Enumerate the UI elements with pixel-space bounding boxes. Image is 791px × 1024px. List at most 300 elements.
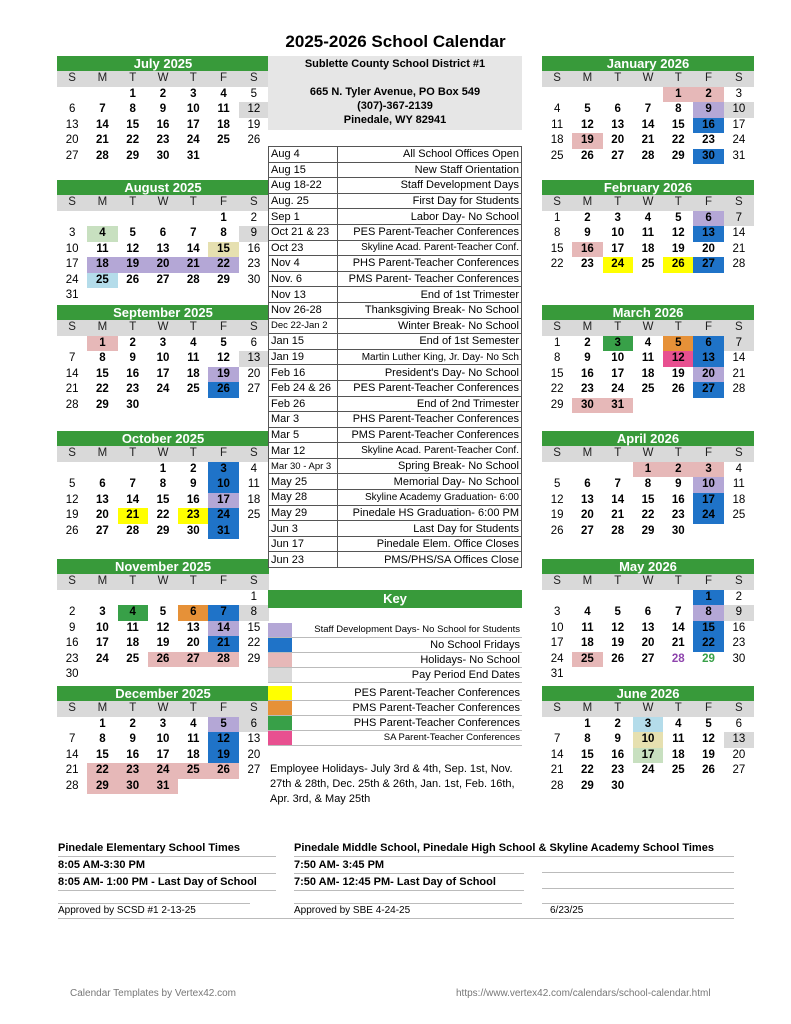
empty-cell [57, 590, 87, 606]
event-date: Aug 4 [269, 147, 338, 163]
elementary-last-day-hours: 8:05 AM- 1:00 PM - Last Day of School [58, 874, 276, 891]
weekday-header: M [87, 71, 117, 87]
weekday-header: F [693, 574, 723, 590]
day-cell: 26 [702, 764, 715, 776]
day-cell: 12 [156, 621, 170, 634]
day-cell: 12 [702, 733, 715, 745]
day-cell: 17 [732, 118, 746, 131]
elementary-times-title: Pinedale Elementary School Times [58, 840, 276, 857]
weekday-header: W [633, 701, 663, 717]
month-november-2025 [57, 559, 269, 683]
day-cell: 25 [671, 764, 685, 776]
day-cell: 15 [693, 621, 723, 637]
weekday-header: W [633, 574, 663, 590]
day-cell: 17 [611, 242, 625, 255]
empty-cell [87, 87, 117, 103]
month-january-2026 [542, 56, 754, 164]
event-description: PMS Parent-Teacher Conferences [338, 427, 522, 443]
day-cell: 7 [68, 733, 76, 745]
month-header: March 2026 [542, 305, 754, 320]
day-cell: 27 [156, 273, 170, 286]
day-cell: 30 [65, 668, 79, 680]
day-cell: 26 [148, 652, 178, 668]
day-cell: 27 [732, 764, 746, 776]
empty-cell [178, 590, 208, 606]
day-cell: 8 [553, 227, 561, 239]
day-cell: 6 [614, 103, 621, 115]
day-cell: 4 [644, 211, 652, 224]
day-cell: 24 [148, 763, 178, 779]
secondary-regular-hours: 7:50 AM- 3:45 PM [294, 857, 524, 874]
day-cell: 7 [129, 478, 136, 490]
weekday-header: M [87, 195, 117, 211]
key-item [268, 653, 522, 668]
event-description: New Staff Orientation [338, 162, 522, 178]
day-cell: 2 [584, 211, 591, 224]
day-cell: 21 [611, 509, 625, 521]
event-row [269, 147, 522, 163]
day-cell: 31 [732, 149, 746, 162]
day-cell: 28 [671, 652, 685, 665]
weekday-header: S [724, 701, 754, 717]
weekday-header: S [542, 701, 572, 717]
day-cell: 7 [614, 478, 621, 490]
day-cell: 16 [572, 242, 602, 258]
day-cell: 15 [671, 118, 685, 131]
weekday-header: M [572, 701, 602, 717]
day-cell: 21 [641, 134, 655, 146]
day-cell: 2 [68, 606, 76, 618]
day-cell: 12 [663, 351, 693, 367]
weekday-header: F [208, 446, 238, 462]
day-cell: 26 [581, 149, 594, 162]
key-label: No School Fridays [430, 639, 520, 651]
day-cell: 26 [126, 273, 140, 286]
empty-cell [542, 87, 572, 103]
day-cell: 20 [693, 367, 723, 383]
day-cell: 19 [65, 509, 79, 521]
weekday-header: F [208, 71, 238, 87]
day-cell: 10 [65, 242, 79, 255]
empty-cell [148, 211, 178, 227]
weekday-header: T [178, 701, 208, 717]
day-cell: 25 [186, 383, 200, 395]
day-cell: 22 [550, 258, 564, 270]
month-grid [57, 574, 269, 683]
day-cell: 19 [208, 367, 238, 383]
approval-date: 6/23/25 [550, 905, 584, 916]
day-cell: 14 [611, 493, 625, 506]
weekday-header: M [572, 71, 602, 87]
day-cell: 13 [581, 493, 594, 506]
day-cell: 5 [68, 478, 76, 490]
day-cell: 11 [187, 352, 200, 364]
day-cell: 19 [572, 133, 602, 149]
key-swatch [268, 638, 292, 652]
day-cell: 18 [126, 637, 140, 649]
day-cell: 23 [671, 509, 685, 521]
day-cell: 26 [663, 257, 693, 273]
day-cell: 4 [735, 462, 743, 475]
day-cell: 2 [190, 462, 197, 475]
day-cell: 3 [693, 462, 723, 478]
weekday-header: W [633, 195, 663, 211]
month-grid [542, 701, 754, 794]
day-cell: 23 [156, 134, 170, 146]
day-cell: 6 [99, 478, 106, 490]
day-cell: 20 [247, 367, 261, 380]
day-cell: 24 [732, 134, 746, 146]
key-underline [268, 745, 522, 746]
day-cell: 12 [581, 118, 594, 131]
event-description: Staff Development Days [338, 178, 522, 194]
footer-credit[interactable]: Calendar Templates by Vertex42.com [70, 988, 237, 999]
day-cell: 14 [641, 118, 655, 131]
day-cell: 6 [584, 478, 591, 490]
event-row [269, 178, 522, 194]
empty-cell [87, 211, 117, 227]
day-cell: 4 [250, 462, 258, 475]
weekday-header: M [87, 701, 117, 717]
day-cell: 24 [186, 134, 200, 146]
day-cell: 28 [611, 524, 625, 537]
day-cell: 15 [550, 367, 564, 380]
day-cell: 15 [126, 118, 140, 131]
day-cell: 21 [732, 242, 746, 255]
elementary-regular-hours: 8:05 AM-3:30 PM [58, 857, 276, 874]
weekday-header: S [542, 574, 572, 590]
weekday-header: T [178, 446, 208, 462]
event-row [269, 209, 522, 225]
day-cell: 9 [190, 478, 197, 490]
empty-cell [57, 717, 87, 733]
event-description: Spring Break- No School [338, 458, 522, 474]
day-cell: 20 [611, 134, 625, 146]
month-february-2026 [542, 180, 754, 273]
event-description: Skyline Acad. Parent-Teacher Conf. [338, 443, 522, 459]
day-cell: 7 [190, 227, 197, 239]
day-cell: 27 [611, 149, 625, 162]
day-cell: 20 [581, 509, 594, 521]
event-row [269, 412, 522, 428]
key-label: PHS Parent-Teacher Conferences [353, 717, 520, 729]
footer-url[interactable]: https://www.vertex42.com/calendars/school-calendar.html [456, 988, 711, 999]
day-cell: 1 [553, 211, 561, 224]
day-cell: 18 [641, 367, 655, 380]
day-cell: 1 [220, 211, 227, 224]
day-cell: 11 [581, 621, 594, 634]
day-cell: 7 [553, 733, 561, 745]
day-cell: 1 [584, 717, 591, 730]
day-cell: 24 [641, 764, 655, 776]
month-header: April 2026 [542, 431, 754, 446]
weekday-header: W [148, 195, 178, 211]
day-cell: 23 [118, 763, 148, 779]
weekday-header: F [208, 320, 238, 336]
day-cell: 1 [159, 462, 167, 475]
month-april-2026 [542, 431, 754, 539]
event-description: Memorial Day- No School [338, 474, 522, 490]
day-cell: 13 [611, 118, 625, 131]
day-cell: 17 [208, 493, 238, 509]
event-row [269, 521, 522, 537]
day-cell: 5 [250, 87, 258, 100]
day-cell: 29 [550, 398, 564, 411]
month-header: November 2025 [57, 559, 269, 574]
day-cell: 2 [159, 87, 167, 100]
weekday-header: T [118, 446, 148, 462]
weekday-header: S [239, 195, 269, 211]
day-cell: 21 [732, 367, 746, 380]
weekday-header: T [118, 574, 148, 590]
day-cell: 17 [156, 748, 170, 761]
key-item [268, 701, 522, 716]
day-cell: 11 [126, 621, 139, 634]
day-cell: 19 [156, 637, 170, 649]
district-phone: (307)-367-2139 [357, 100, 433, 112]
day-cell: 30 [247, 273, 261, 286]
day-cell: 27 [693, 382, 723, 398]
day-cell: 4 [118, 605, 148, 621]
day-cell: 2 [735, 590, 743, 603]
weekday-header: M [87, 320, 117, 336]
event-date: Nov 26-28 [269, 302, 338, 318]
secondary-times-title: Pinedale Middle School, Pinedale High School & Skyline Academy School Times [294, 840, 734, 857]
day-cell: 18 [732, 493, 746, 506]
day-cell: 22 [641, 509, 655, 521]
day-cell: 6 [239, 717, 269, 733]
event-row [269, 490, 522, 506]
event-row [269, 162, 522, 178]
weekday-header: F [693, 701, 723, 717]
event-description: Winter Break- No School [338, 318, 522, 334]
day-cell: 2 [693, 87, 723, 103]
empty-cell [572, 462, 602, 478]
event-description: PMS/PHS/SA Offices Close [338, 552, 522, 568]
day-cell: 22 [126, 134, 140, 146]
day-cell: 17 [186, 118, 200, 131]
day-cell: 19 [550, 509, 564, 521]
day-cell: 14 [186, 242, 200, 255]
day-cell: 29 [702, 652, 715, 665]
key-label: SA Parent-Teacher Conferences [383, 732, 520, 743]
empty-cell [542, 717, 572, 733]
month-header: July 2025 [57, 56, 269, 71]
day-cell: 28 [641, 149, 655, 162]
event-date: May 28 [269, 490, 338, 506]
weekday-header: M [572, 446, 602, 462]
month-header: May 2026 [542, 559, 754, 574]
event-date: Feb 16 [269, 365, 338, 381]
employee-holidays: Employee Holidays- July 3rd & 4th, Sep. 1st, Nov. 27th & 28th, Dec. 25th & 26th, Jan. 1st, Feb. 16th, Apr. 3rd, & May 25th [270, 763, 515, 805]
day-cell: 29 [126, 149, 140, 162]
day-cell: 26 [208, 382, 238, 398]
district-name: Sublette County School District #1 [304, 58, 486, 70]
day-cell: 8 [693, 605, 723, 621]
event-row [269, 443, 522, 459]
day-cell: 3 [603, 336, 633, 352]
day-cell: 10 [96, 621, 109, 634]
day-cell: 3 [208, 462, 238, 478]
day-cell: 25 [550, 149, 564, 162]
day-cell: 29 [247, 652, 261, 665]
event-row [269, 458, 522, 474]
empty-cell [118, 462, 148, 478]
event-description: End of 2nd Trimester [338, 396, 522, 412]
day-cell: 27 [247, 764, 261, 776]
day-cell: 17 [156, 367, 170, 380]
elementary-times [58, 840, 276, 891]
empty-cell [87, 590, 117, 606]
day-cell: 18 [217, 118, 230, 131]
month-grid [542, 574, 754, 683]
event-date: Jun 23 [269, 552, 338, 568]
weekday-header: M [87, 574, 117, 590]
day-cell: 24 [208, 508, 238, 524]
day-cell: 18 [186, 367, 200, 380]
month-grid [57, 71, 269, 164]
day-cell: 11 [641, 227, 655, 239]
event-date: Oct 21 & 23 [269, 224, 338, 240]
day-cell: 21 [65, 764, 79, 776]
day-cell: 7 [724, 211, 754, 227]
day-cell: 8 [584, 733, 591, 745]
empty-cell [118, 211, 148, 227]
day-cell: 13 [186, 621, 200, 634]
weekday-header: T [178, 574, 208, 590]
day-cell: 15 [208, 242, 238, 258]
month-header: August 2025 [57, 180, 269, 195]
day-cell: 17 [550, 637, 564, 649]
event-row [269, 287, 522, 303]
day-cell: 7 [675, 606, 682, 618]
day-cell: 3 [633, 717, 663, 733]
month-header: January 2026 [542, 56, 754, 71]
events-table [268, 146, 522, 568]
weekday-header: F [693, 195, 723, 211]
weekday-header: S [239, 320, 269, 336]
day-cell: 19 [611, 637, 625, 649]
weekday-header: T [118, 701, 148, 717]
day-cell: 1 [129, 87, 136, 100]
event-description: Skyline Acad. Parent-Teacher Conf. [338, 240, 522, 256]
day-cell: 29 [96, 398, 109, 411]
day-cell: 1 [553, 336, 561, 349]
month-header: June 2026 [542, 686, 754, 701]
day-cell: 23 [732, 637, 746, 649]
day-cell: 4 [87, 226, 117, 242]
day-cell: 27 [96, 524, 109, 537]
weekday-header: W [148, 701, 178, 717]
empty-cell [542, 590, 572, 606]
event-row [269, 536, 522, 552]
day-cell: 17 [693, 493, 723, 509]
day-cell: 28 [126, 524, 140, 537]
day-cell: 28 [65, 398, 79, 411]
weekday-header: F [693, 320, 723, 336]
day-cell: 10 [693, 477, 723, 493]
weekday-header: T [663, 320, 693, 336]
key-item [268, 686, 522, 701]
day-cell: 13 [239, 351, 269, 367]
day-cell: 14 [65, 748, 79, 761]
event-description: PHS Parent-Teacher Conferences [338, 412, 522, 428]
weekday-header: T [663, 701, 693, 717]
day-cell: 19 [671, 367, 685, 380]
day-cell: 1 [250, 590, 258, 603]
day-cell: 25 [87, 273, 117, 289]
month-march-2026 [542, 305, 754, 413]
day-cell: 13 [96, 493, 109, 506]
day-cell: 16 [126, 748, 140, 761]
weekday-header: T [178, 195, 208, 211]
day-cell: 5 [553, 478, 561, 490]
day-cell: 10 [550, 621, 564, 634]
month-july-2025 [57, 56, 269, 164]
day-cell: 3 [553, 606, 561, 618]
day-cell: 30 [611, 779, 625, 792]
day-cell: 30 [186, 524, 200, 537]
event-row [269, 256, 522, 272]
key-title: Key [268, 590, 522, 608]
day-cell: 5 [584, 103, 591, 115]
weekday-header: W [148, 574, 178, 590]
event-date: Nov 4 [269, 256, 338, 272]
weekday-header: S [542, 320, 572, 336]
day-cell: 13 [247, 733, 261, 745]
day-cell: 10 [724, 102, 754, 118]
day-cell: 16 [156, 118, 170, 131]
weekday-header: S [542, 71, 572, 87]
day-cell: 21 [96, 134, 109, 146]
day-cell: 30 [671, 524, 685, 537]
key-swatch [268, 731, 292, 745]
day-cell: 9 [159, 103, 167, 115]
day-cell: 8 [99, 352, 106, 364]
event-description: President's Day- No School [338, 365, 522, 381]
day-cell: 3 [68, 227, 76, 239]
signature-line [294, 903, 522, 904]
day-cell: 24 [550, 652, 564, 665]
day-cell: 14 [65, 367, 79, 380]
empty-cell [603, 590, 633, 606]
event-description: Skyline Academy Graduation- 6:00 [338, 490, 522, 506]
day-cell: 15 [156, 493, 170, 506]
day-cell: 20 [641, 637, 655, 649]
day-cell: 5 [159, 606, 167, 618]
day-cell: 17 [633, 748, 663, 764]
day-cell: 7 [99, 103, 106, 115]
day-cell: 1 [633, 462, 663, 478]
day-cell: 28 [732, 258, 746, 270]
month-grid [57, 195, 269, 304]
event-description: PES Parent-Teacher Conferences [338, 224, 522, 240]
day-cell: 28 [732, 383, 746, 395]
day-cell: 11 [732, 478, 745, 490]
day-cell: 1 [663, 87, 693, 103]
day-cell: 6 [68, 103, 76, 115]
day-cell: 8 [99, 733, 106, 745]
day-cell: 18 [247, 493, 261, 506]
empty-cell [178, 211, 208, 227]
day-cell: 15 [641, 493, 655, 506]
secondary-last-day-hours: 7:50 AM- 12:45 PM- Last Day of School [294, 874, 524, 891]
event-date: May 25 [269, 474, 338, 490]
weekday-header: W [633, 320, 663, 336]
key-label: PMS Parent-Teacher Conferences [352, 702, 520, 714]
empty-cell [633, 87, 663, 103]
event-description: PMS Parent- Teacher Conferences [338, 271, 522, 287]
